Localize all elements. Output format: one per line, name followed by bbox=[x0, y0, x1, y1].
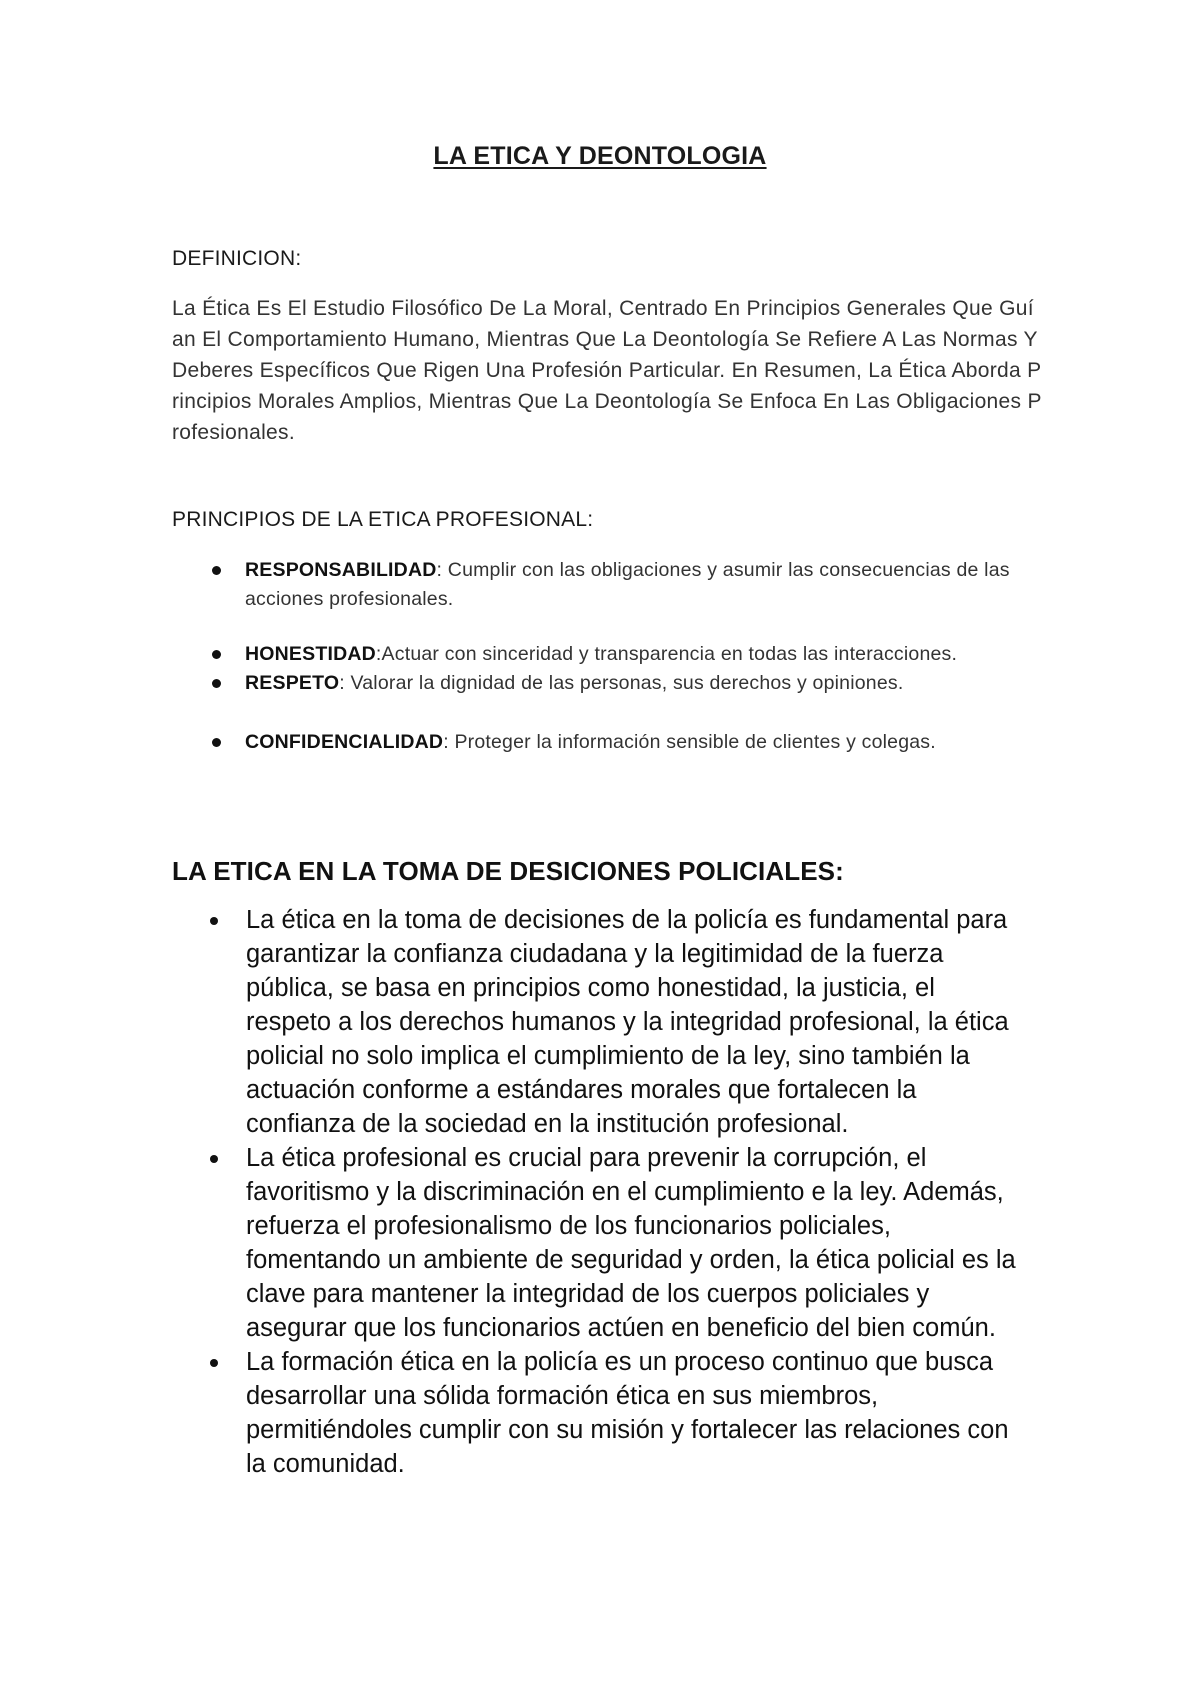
principles-list bbox=[172, 556, 1044, 757]
bullet-icon bbox=[210, 917, 218, 925]
police-decision-item bbox=[172, 1141, 1026, 1345]
principle-separator: : bbox=[436, 559, 448, 581]
police-decision-item bbox=[172, 903, 1026, 1141]
principle-text: Cumplir con las obligaciones y asumir las consecuencias de las acciones profesionales. bbox=[245, 559, 1010, 610]
principle-item-honestidad bbox=[172, 640, 1025, 669]
bullet-icon bbox=[212, 650, 221, 659]
police-decisions-heading: LA ETICA EN LA TOMA DE DESICIONES POLICIALES: bbox=[172, 856, 844, 886]
bullet-icon bbox=[210, 1155, 218, 1163]
principle-item-respeto bbox=[172, 669, 1025, 698]
principle-item-confidencialidad bbox=[172, 728, 1025, 757]
principle-text: Proteger la información sensible de clientes y colegas. bbox=[454, 731, 936, 753]
principle-separator: : bbox=[443, 731, 455, 753]
police-decision-text: La ética en la toma de decisiones de la policía es fundamental para garantizar la confianza ciudadana y la legitimidad de la fuerza pública, se basa en principios como honestidad, la justicia, el respeto a los derechos humanos y la integridad profesional, la ética policial no solo implica el cumplimiento de la ley, sino también la actuación conforme a estándares morales que fortalecen la confianza de la sociedad en la institución profesional. bbox=[246, 906, 1009, 1138]
police-decisions-list bbox=[172, 903, 1052, 1481]
principle-text: Valorar la dignidad de las personas, sus derechos y opiniones. bbox=[350, 672, 904, 694]
bullet-icon bbox=[212, 738, 221, 747]
principle-item-responsabilidad bbox=[172, 556, 1025, 614]
bullet-icon bbox=[212, 566, 221, 575]
principle-term: HONESTIDAD bbox=[245, 643, 376, 665]
principles-heading: PRINCIPIOS DE LA ETICA PROFESIONAL: bbox=[172, 508, 594, 531]
principle-separator: : bbox=[375, 643, 382, 665]
police-decision-text: La ética profesional es crucial para prevenir la corrupción, el favoritismo y la discriminación en el cumplimiento e la ley. Además, refuerza el profesionalismo de los funcionarios policiales, fomentando un ambiente de seguridad y orden, la ética policial es la clave para mantener la integridad de los cuerpos policiales y asegurar que los funcionarios actúen en beneficio del bien común. bbox=[246, 1144, 1016, 1342]
principle-term: RESPONSABILIDAD bbox=[245, 559, 437, 581]
police-decision-text: La formación ética en la policía es un proceso continuo que busca desarrollar una sólida formación ética en sus miembros, permitiéndoles cumplir con su misión y fortalecer las relaciones con la comunidad. bbox=[246, 1348, 1009, 1478]
bullet-icon bbox=[212, 679, 221, 688]
principle-separator: : bbox=[339, 672, 351, 694]
principle-text: Actuar con sinceridad y transparencia en todas las interacciones. bbox=[381, 643, 958, 665]
definition-heading: DEFINICION: bbox=[172, 247, 302, 270]
bullet-icon bbox=[210, 1359, 218, 1367]
principle-term: CONFIDENCIALIDAD bbox=[245, 731, 444, 753]
document-title: LA ETICA Y DEONTOLOGIA bbox=[433, 142, 767, 170]
principle-term: RESPETO bbox=[245, 672, 340, 694]
police-decision-item bbox=[172, 1345, 1026, 1481]
definition-paragraph: La Ética Es El Estudio Filosófico De La Moral, Centrado En Principios Generales Que Guían El Comportamiento Humano, Mientras Que La Deontología Se Refiere A Las Normas Y Deberes Específicos Que Rigen Una Profesión Particular. En Resumen, La Ética Aborda Principios Morales Amplios, Mientras Que La Deontología Se Enfoca En Las Obligaciones Profesionales. bbox=[172, 297, 1042, 444]
